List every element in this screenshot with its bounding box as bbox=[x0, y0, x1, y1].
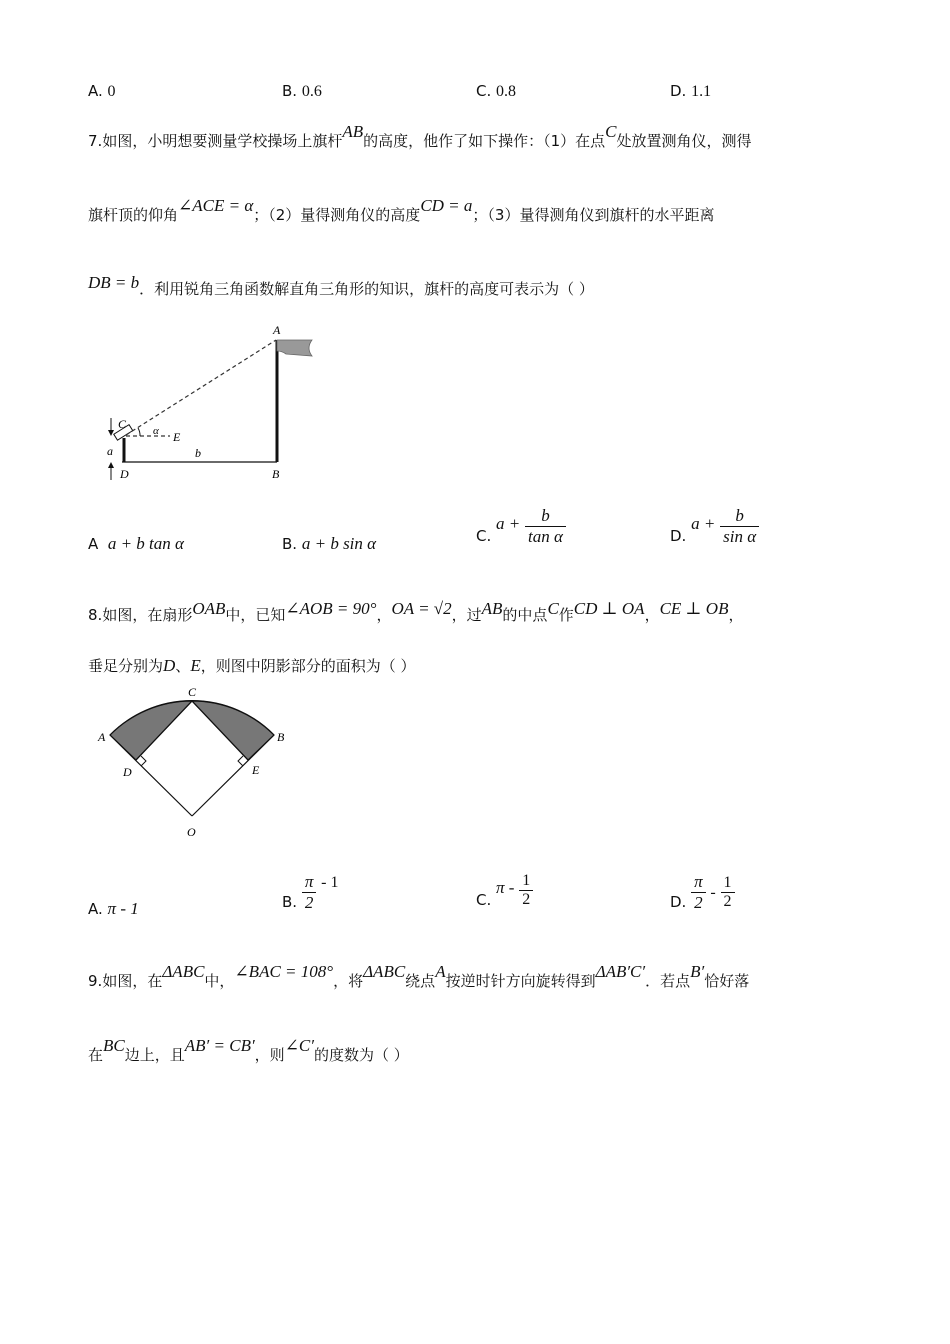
math-angle-ace: ∠ACE = α bbox=[178, 196, 254, 215]
q8-text: 中，已知 bbox=[225, 606, 286, 624]
q9-text: 绕点 bbox=[405, 972, 436, 990]
math-angle-bac: ∠BAC = 108° bbox=[234, 962, 334, 981]
math-triangle-abc: ΔABC bbox=[363, 962, 406, 981]
sight-line-ca bbox=[126, 340, 276, 435]
math-angle-aob: ∠AOB = 90° bbox=[285, 599, 377, 618]
q8-text: 如图，在扇形 bbox=[102, 606, 193, 624]
math-c: C bbox=[547, 599, 559, 618]
numerator: b bbox=[720, 506, 759, 527]
option-letter: B. bbox=[282, 893, 298, 911]
option-expr: π - bbox=[496, 878, 515, 897]
option-expr: - 1 bbox=[321, 874, 339, 891]
math-c: C bbox=[605, 122, 617, 141]
q7-option-c bbox=[476, 506, 566, 547]
math-cd: CD = a bbox=[420, 196, 473, 215]
option-expr: π - 1 bbox=[107, 899, 139, 918]
q8-text: ， bbox=[644, 606, 660, 624]
q7-line-3 bbox=[88, 273, 594, 299]
label-b: B bbox=[272, 467, 280, 481]
q6-option-a bbox=[88, 82, 116, 101]
q7-text: ；（2）量得测角仪的高度 bbox=[253, 206, 421, 224]
label-e: E bbox=[173, 430, 181, 444]
label-alpha: α bbox=[153, 425, 159, 437]
q9-text: ，将 bbox=[333, 972, 364, 990]
arrow-head-down bbox=[108, 430, 114, 436]
option-letter: D. bbox=[670, 527, 687, 545]
option-expr: a + bbox=[496, 514, 521, 533]
fraction bbox=[691, 872, 706, 913]
denominator: sin α bbox=[723, 527, 757, 546]
q7-text: 处放置测角仪，测得 bbox=[616, 132, 752, 150]
numerator: π bbox=[691, 872, 706, 893]
label-c: C bbox=[188, 685, 197, 699]
option-value: 0.8 bbox=[496, 83, 517, 100]
flag-shape bbox=[277, 340, 312, 356]
option-letter: D. bbox=[670, 893, 687, 911]
label-d: D bbox=[120, 467, 129, 481]
q7-text: ；（3）量得测角仪到旗杆的水平距离 bbox=[472, 206, 715, 224]
q9-text: 按逆时针方向旋转得到 bbox=[445, 972, 596, 990]
option-value: 0 bbox=[107, 83, 116, 100]
option-expr: - bbox=[710, 884, 716, 901]
q9-text: 恰好落 bbox=[704, 972, 750, 990]
numerator: 1 bbox=[519, 872, 533, 891]
option-letter: D. bbox=[670, 82, 687, 100]
q7-option-d bbox=[670, 506, 759, 547]
fraction bbox=[302, 872, 317, 913]
question-number: 9. bbox=[88, 972, 103, 990]
option-value: 0.6 bbox=[301, 83, 322, 100]
q7-text: 的高度，他作了如下操作：（1）在点 bbox=[363, 132, 606, 150]
q8-sector-figure bbox=[90, 685, 300, 845]
q7-line-2 bbox=[88, 196, 715, 225]
fraction bbox=[525, 506, 566, 547]
option-letter: C. bbox=[476, 82, 492, 100]
math-ce-perp: CE ⊥ OB bbox=[659, 599, 729, 618]
option-expr: a + bbox=[691, 514, 716, 533]
q7-option-b bbox=[282, 534, 376, 554]
q9-text: 中， bbox=[204, 972, 235, 990]
q8-text: ，过 bbox=[451, 606, 482, 624]
math-ab: AB bbox=[342, 122, 364, 141]
option-letter: A. bbox=[88, 900, 103, 918]
q8-text: 作 bbox=[558, 606, 574, 624]
option-letter: C. bbox=[476, 527, 492, 545]
q9-text: 如图，在 bbox=[102, 972, 163, 990]
denominator: 2 bbox=[723, 893, 732, 910]
angle-arc-alpha bbox=[138, 428, 140, 436]
label-b: B bbox=[277, 730, 285, 744]
q7-flagpole-figure bbox=[100, 318, 320, 488]
q6-option-d bbox=[670, 82, 711, 101]
label-b-distance: b bbox=[195, 446, 201, 460]
option-expr: a + b tan α bbox=[107, 534, 184, 553]
q8-line-1 bbox=[88, 599, 744, 625]
label-a: A bbox=[273, 323, 281, 337]
option-value: 1.1 bbox=[691, 83, 712, 100]
q9-text: 在 bbox=[88, 1046, 104, 1064]
option-letter: B. bbox=[282, 535, 298, 553]
option-expr: a + b sin α bbox=[301, 534, 377, 553]
option-letter: A. bbox=[88, 82, 103, 100]
fraction bbox=[721, 874, 735, 911]
q8-option-d bbox=[670, 872, 735, 913]
q9-line-2 bbox=[88, 1036, 409, 1065]
q8-option-c bbox=[476, 872, 533, 909]
q7-text: 如图，小明想要测量学校操场上旗杆 bbox=[102, 132, 343, 150]
q8-line-2 bbox=[88, 655, 415, 676]
math-cd-perp: CD ⊥ OA bbox=[573, 599, 645, 618]
math-e: E bbox=[190, 656, 201, 675]
label-e: E bbox=[252, 763, 260, 777]
q8-option-b bbox=[282, 872, 338, 913]
math-ab-eq-cb: AB′ = CB′ bbox=[184, 1036, 255, 1055]
q8-text: 垂足分别为 bbox=[88, 657, 164, 675]
right-angle-d bbox=[141, 756, 146, 766]
math-b-prime: B′ bbox=[690, 962, 705, 981]
denominator: 2 bbox=[522, 891, 531, 908]
q8-option-a bbox=[88, 899, 139, 919]
q9-text: 边上，且 bbox=[124, 1046, 185, 1064]
math-oab: OAB bbox=[192, 599, 226, 618]
option-letter: B. bbox=[282, 82, 298, 100]
arrow-head-up bbox=[108, 462, 114, 468]
question-number: 7. bbox=[88, 132, 103, 150]
q8-text: 的中点 bbox=[502, 606, 548, 624]
question-number: 8. bbox=[88, 606, 103, 624]
q9-line-1 bbox=[88, 962, 750, 991]
numerator: π bbox=[302, 872, 317, 893]
label-o: O bbox=[187, 825, 196, 839]
q8-text: ， bbox=[376, 606, 392, 624]
fraction bbox=[519, 872, 533, 909]
option-letter: A bbox=[88, 535, 99, 553]
q6-option-b bbox=[282, 82, 322, 101]
label-a-height: a bbox=[107, 444, 113, 458]
shaded-region-left bbox=[110, 701, 192, 760]
q6-option-c bbox=[476, 82, 516, 101]
denominator: 2 bbox=[694, 893, 703, 912]
math-a: A bbox=[435, 962, 446, 981]
denominator: 2 bbox=[304, 893, 314, 912]
right-angle-e bbox=[238, 756, 243, 766]
math-arc-ab: AB bbox=[481, 599, 503, 618]
q9-text: ，则 bbox=[254, 1046, 285, 1064]
q7-option-a bbox=[88, 534, 184, 554]
math-triangle-abc: ΔABC bbox=[162, 962, 205, 981]
q7-text: 旗杆顶的仰角 bbox=[88, 206, 179, 224]
math-triangle-abc-prime: ΔAB′C′ bbox=[595, 962, 646, 981]
math-angle-c-prime: ∠C′ bbox=[284, 1036, 314, 1055]
q9-text: 的度数为（ ） bbox=[314, 1046, 409, 1064]
radius-ob bbox=[192, 735, 274, 816]
denominator: tan α bbox=[528, 527, 563, 546]
q8-text: ，则图中阴影部分的面积为（ ） bbox=[200, 657, 416, 675]
math-oa: OA = √2 bbox=[391, 599, 452, 618]
numerator: 1 bbox=[721, 874, 735, 893]
math-d: D bbox=[163, 656, 176, 675]
math-db: DB = b bbox=[88, 273, 140, 292]
q8-text: ， bbox=[728, 606, 744, 624]
q7-text: ．利用锐角三角函数解直角三角形的知识，旗杆的高度可表示为（ ） bbox=[139, 280, 594, 298]
math-bc: BC bbox=[103, 1036, 125, 1055]
label-c: C bbox=[118, 417, 127, 431]
q7-line-1 bbox=[88, 122, 752, 151]
q8-text: 、 bbox=[175, 657, 191, 675]
numerator: b bbox=[525, 506, 566, 527]
label-d: D bbox=[123, 765, 132, 779]
option-letter: C. bbox=[476, 891, 492, 909]
q9-text: ．若点 bbox=[645, 972, 691, 990]
label-a: A bbox=[98, 730, 106, 744]
fraction bbox=[720, 506, 759, 547]
shaded-region-right bbox=[192, 701, 274, 760]
